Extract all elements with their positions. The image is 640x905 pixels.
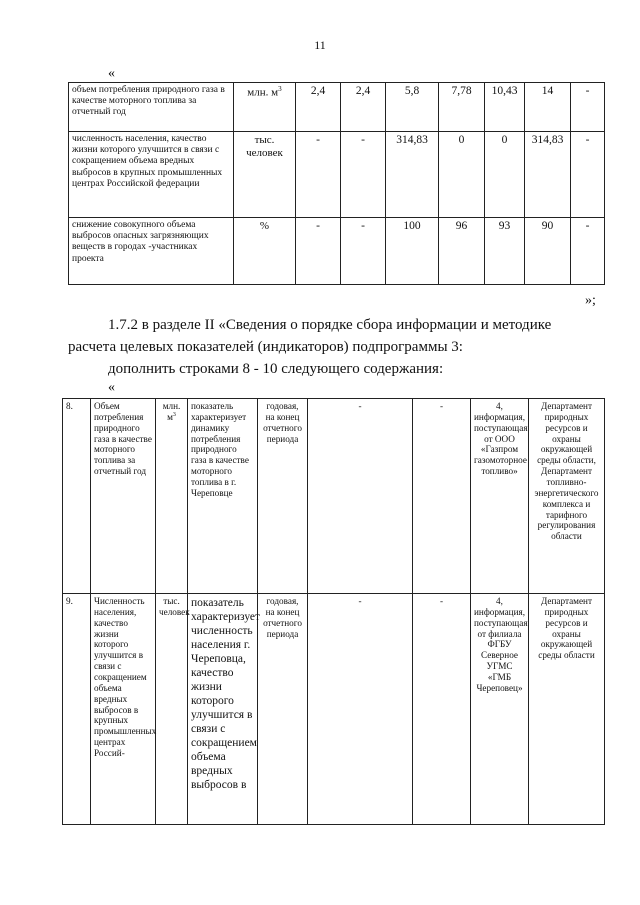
table-row [63, 594, 605, 825]
value-cell: 0 [485, 132, 525, 218]
indicators-cell: - [413, 399, 471, 594]
indicators-values-table [68, 82, 605, 285]
value-cell: 10,43 [485, 83, 525, 132]
close-quote-mark: »; [585, 293, 596, 308]
value-cell: - [296, 218, 341, 285]
unit-cell: млн. $м^3$ [156, 399, 188, 594]
paragraph-line-3: дополнить строками 8 - 10 следующего содержания: [108, 361, 444, 377]
indicator-name: снижение совокупного объема выбросов опасных загрязняющих веществ в городах -участниках проекта [69, 218, 234, 285]
paragraph-line-2: расчета целевых показателей (индикаторов) подпрограммы 3: [68, 339, 463, 355]
unit-cell: % [234, 218, 296, 285]
formula-cell: - [308, 399, 413, 594]
table-row [69, 83, 605, 132]
value-cell: 93 [485, 218, 525, 285]
value-cell: - [571, 218, 605, 285]
value-cell: 7,78 [439, 83, 485, 132]
indicator-name: объем потребления природного газа в качестве моторного топлива за отчетный год [69, 83, 234, 132]
indicators-cell: - [413, 594, 471, 825]
responsible-cell: Департамент природных ресурсов и охраны окружающей среды области, Департамент топливно-энергетического комплекса и тарифного регулирования области [529, 399, 605, 594]
open-quote-1: « [108, 66, 115, 81]
indicator-name: численность населения, качество жизни которого улучшится в связи с сокращением объема вредных выбросов в крупных промышленных центрах Российской федерации [69, 132, 234, 218]
value-cell: - [571, 132, 605, 218]
row-number: 8. [63, 399, 91, 594]
value-cell: - [341, 218, 386, 285]
value-cell: 314,83 [525, 132, 571, 218]
open-quote-2: « [108, 380, 115, 395]
value-cell: - [296, 132, 341, 218]
page-number: 11 [314, 38, 326, 52]
unit-cell: млн. $м^3$ [234, 83, 296, 132]
paragraph-line-1: 1.7.2 в разделе II «Сведения о порядке сбора информации и методике [108, 317, 552, 333]
table-row [69, 132, 605, 218]
value-cell: - [341, 132, 386, 218]
value-cell: 2,4 [296, 83, 341, 132]
indicator-name: Объем потребления природного газа в качестве моторного топлива за отчетный год [91, 399, 156, 594]
value-cell: 5,8 [386, 83, 439, 132]
definition-cell: показатель характеризует численность населения г. Череповца, качество жизни которого улучшится в связи с сокращением объема вредных выбросов в [188, 594, 258, 825]
unit-cell: тыс. человек [234, 132, 296, 218]
table-row [63, 399, 605, 594]
periodicity-cell: годовая, на конец отчетного периода [258, 399, 308, 594]
value-cell: 2,4 [341, 83, 386, 132]
definition-cell: показатель характеризует динамику потребления природного газа в качестве моторного топлива в г. Череповце [188, 399, 258, 594]
value-cell: 0 [439, 132, 485, 218]
value-cell: 96 [439, 218, 485, 285]
table-row [69, 218, 605, 285]
value-cell: 314,83 [386, 132, 439, 218]
value-cell: 90 [525, 218, 571, 285]
source-cell: 4, информация, поступающая от ООО «Газпром газомоторное топливо» [471, 399, 529, 594]
value-cell: 14 [525, 83, 571, 132]
unit-cell: тыс. человек [156, 594, 188, 825]
indicators-methodology-table [62, 398, 605, 825]
periodicity-cell: годовая, на конец отчетного периода [258, 594, 308, 825]
indicator-name: Численность населения, качество жизни которого улучшится в связи с сокращением объема вредных выбросов в крупных промышленных центрах Россий- [91, 594, 156, 825]
source-cell: 4, информация, поступающая от филиала ФГБУ Северное УГМС «ГМБ Череповец» [471, 594, 529, 825]
row-number: 9. [63, 594, 91, 825]
value-cell: - [571, 83, 605, 132]
responsible-cell: Департамент природных ресурсов и охраны окружающей среды области [529, 594, 605, 825]
value-cell: 100 [386, 218, 439, 285]
formula-cell: - [308, 594, 413, 825]
